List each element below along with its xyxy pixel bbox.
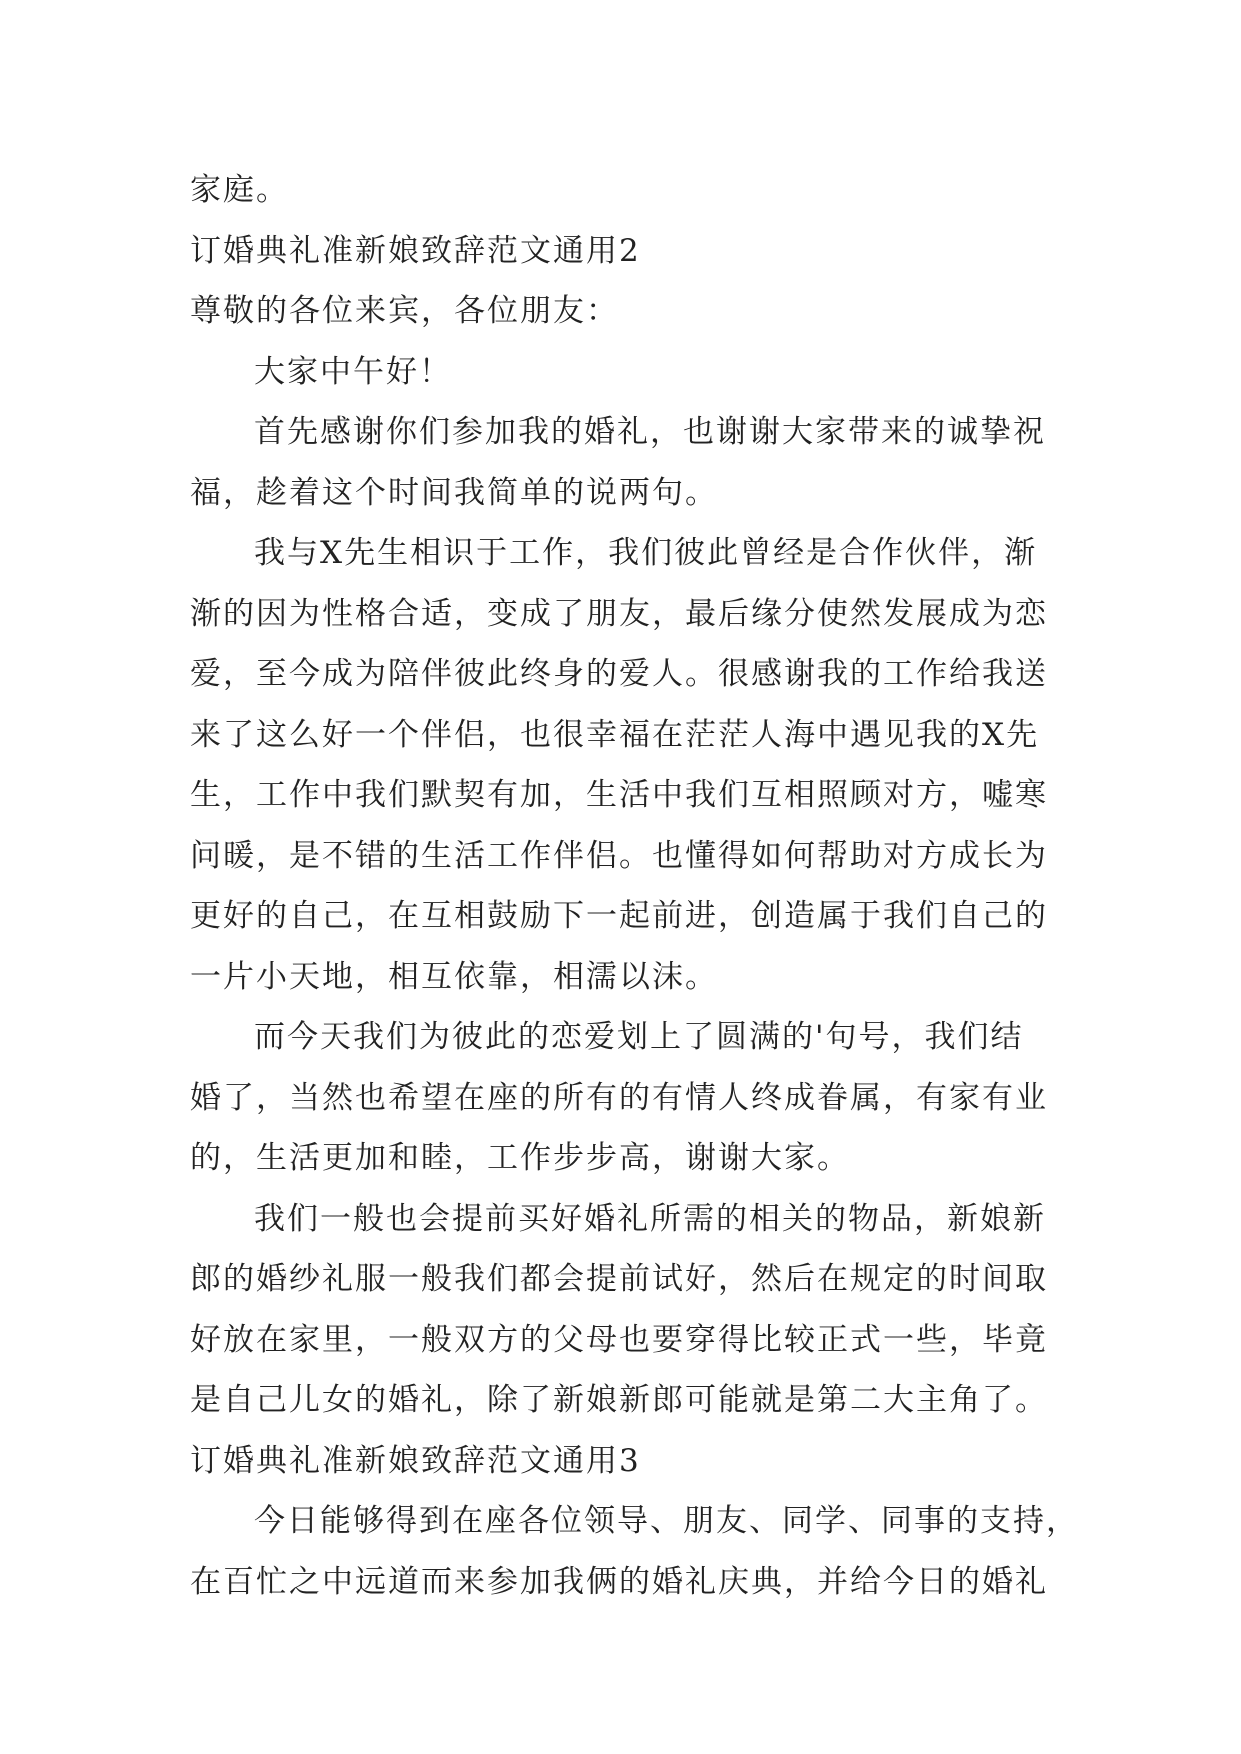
paragraph-line: 好放在家里，一般双方的父母也要穿得比较正式一些，毕竟: [190, 1321, 1048, 1358]
paragraph-line: 来了这么好一个伴侣，也很幸福在茫茫人海中遇见我的X先: [190, 716, 1040, 753]
text-line: 家庭。: [190, 172, 289, 208]
paragraph-line: 问暖，是不错的生活工作伴侣。也懂得如何帮助对方成长为: [190, 837, 1048, 874]
paragraph-line: 更好的自己，在互相鼓励下一起前进，创造属于我们自己的: [190, 898, 1048, 934]
section-heading: 订婚典礼准新娘致辞范文通用3: [190, 1442, 641, 1479]
paragraph-line: 是自己儿女的婚礼，除了新娘新郎可能就是第二大主角了。: [190, 1382, 1048, 1418]
paragraph-line: 我们一般也会提前买好婚礼所需的相关的物品，新娘新: [254, 1200, 1046, 1237]
paragraph-line: 我与X先生相识于工作，我们彼此曾经是合作伙伴，渐: [254, 535, 1038, 571]
salutation: 尊敬的各位来宾，各位朋友：: [190, 293, 619, 329]
paragraph-line: 今日能够得到在座各位领导、朋友、同学、同事的支持，: [254, 1503, 1079, 1539]
paragraph-line: 首先感谢你们参加我的婚礼，也谢谢大家带来的诚挚祝: [254, 414, 1046, 450]
paragraph-line: 而今天我们为彼此的恋爱划上了圆满的'句号，我们结: [254, 1019, 1024, 1055]
paragraph-line: 生，工作中我们默契有加，生活中我们互相照顾对方，嘘寒: [190, 777, 1048, 813]
paragraph-line: 婚了，当然也希望在座的所有的有情人终成眷属，有家有业: [190, 1079, 1048, 1116]
greeting-line: 大家中午好！: [254, 353, 452, 390]
paragraph-line: 渐的因为性格合适，变成了朋友，最后缘分使然发展成为恋: [190, 595, 1048, 632]
paragraph-line: 郎的婚纱礼服一般我们都会提前试好，然后在规定的时间取: [190, 1261, 1048, 1297]
paragraph-line: 一片小天地，相互依靠，相濡以沫。: [190, 958, 718, 995]
paragraph-line: 爱，至今成为陪伴彼此终身的爱人。很感谢我的工作给我送: [190, 656, 1048, 692]
paragraph-line: 的，生活更加和睦，工作步步高，谢谢大家。: [190, 1140, 850, 1176]
section-heading: 订婚典礼准新娘致辞范文通用2: [190, 232, 641, 269]
paragraph-line: 在百忙之中远道而来参加我俩的婚礼庆典，并给今日的婚礼: [190, 1563, 1048, 1600]
paragraph-line: 福，趁着这个时间我简单的说两句。: [190, 474, 718, 511]
document-body: [190, 160, 1079, 1612]
